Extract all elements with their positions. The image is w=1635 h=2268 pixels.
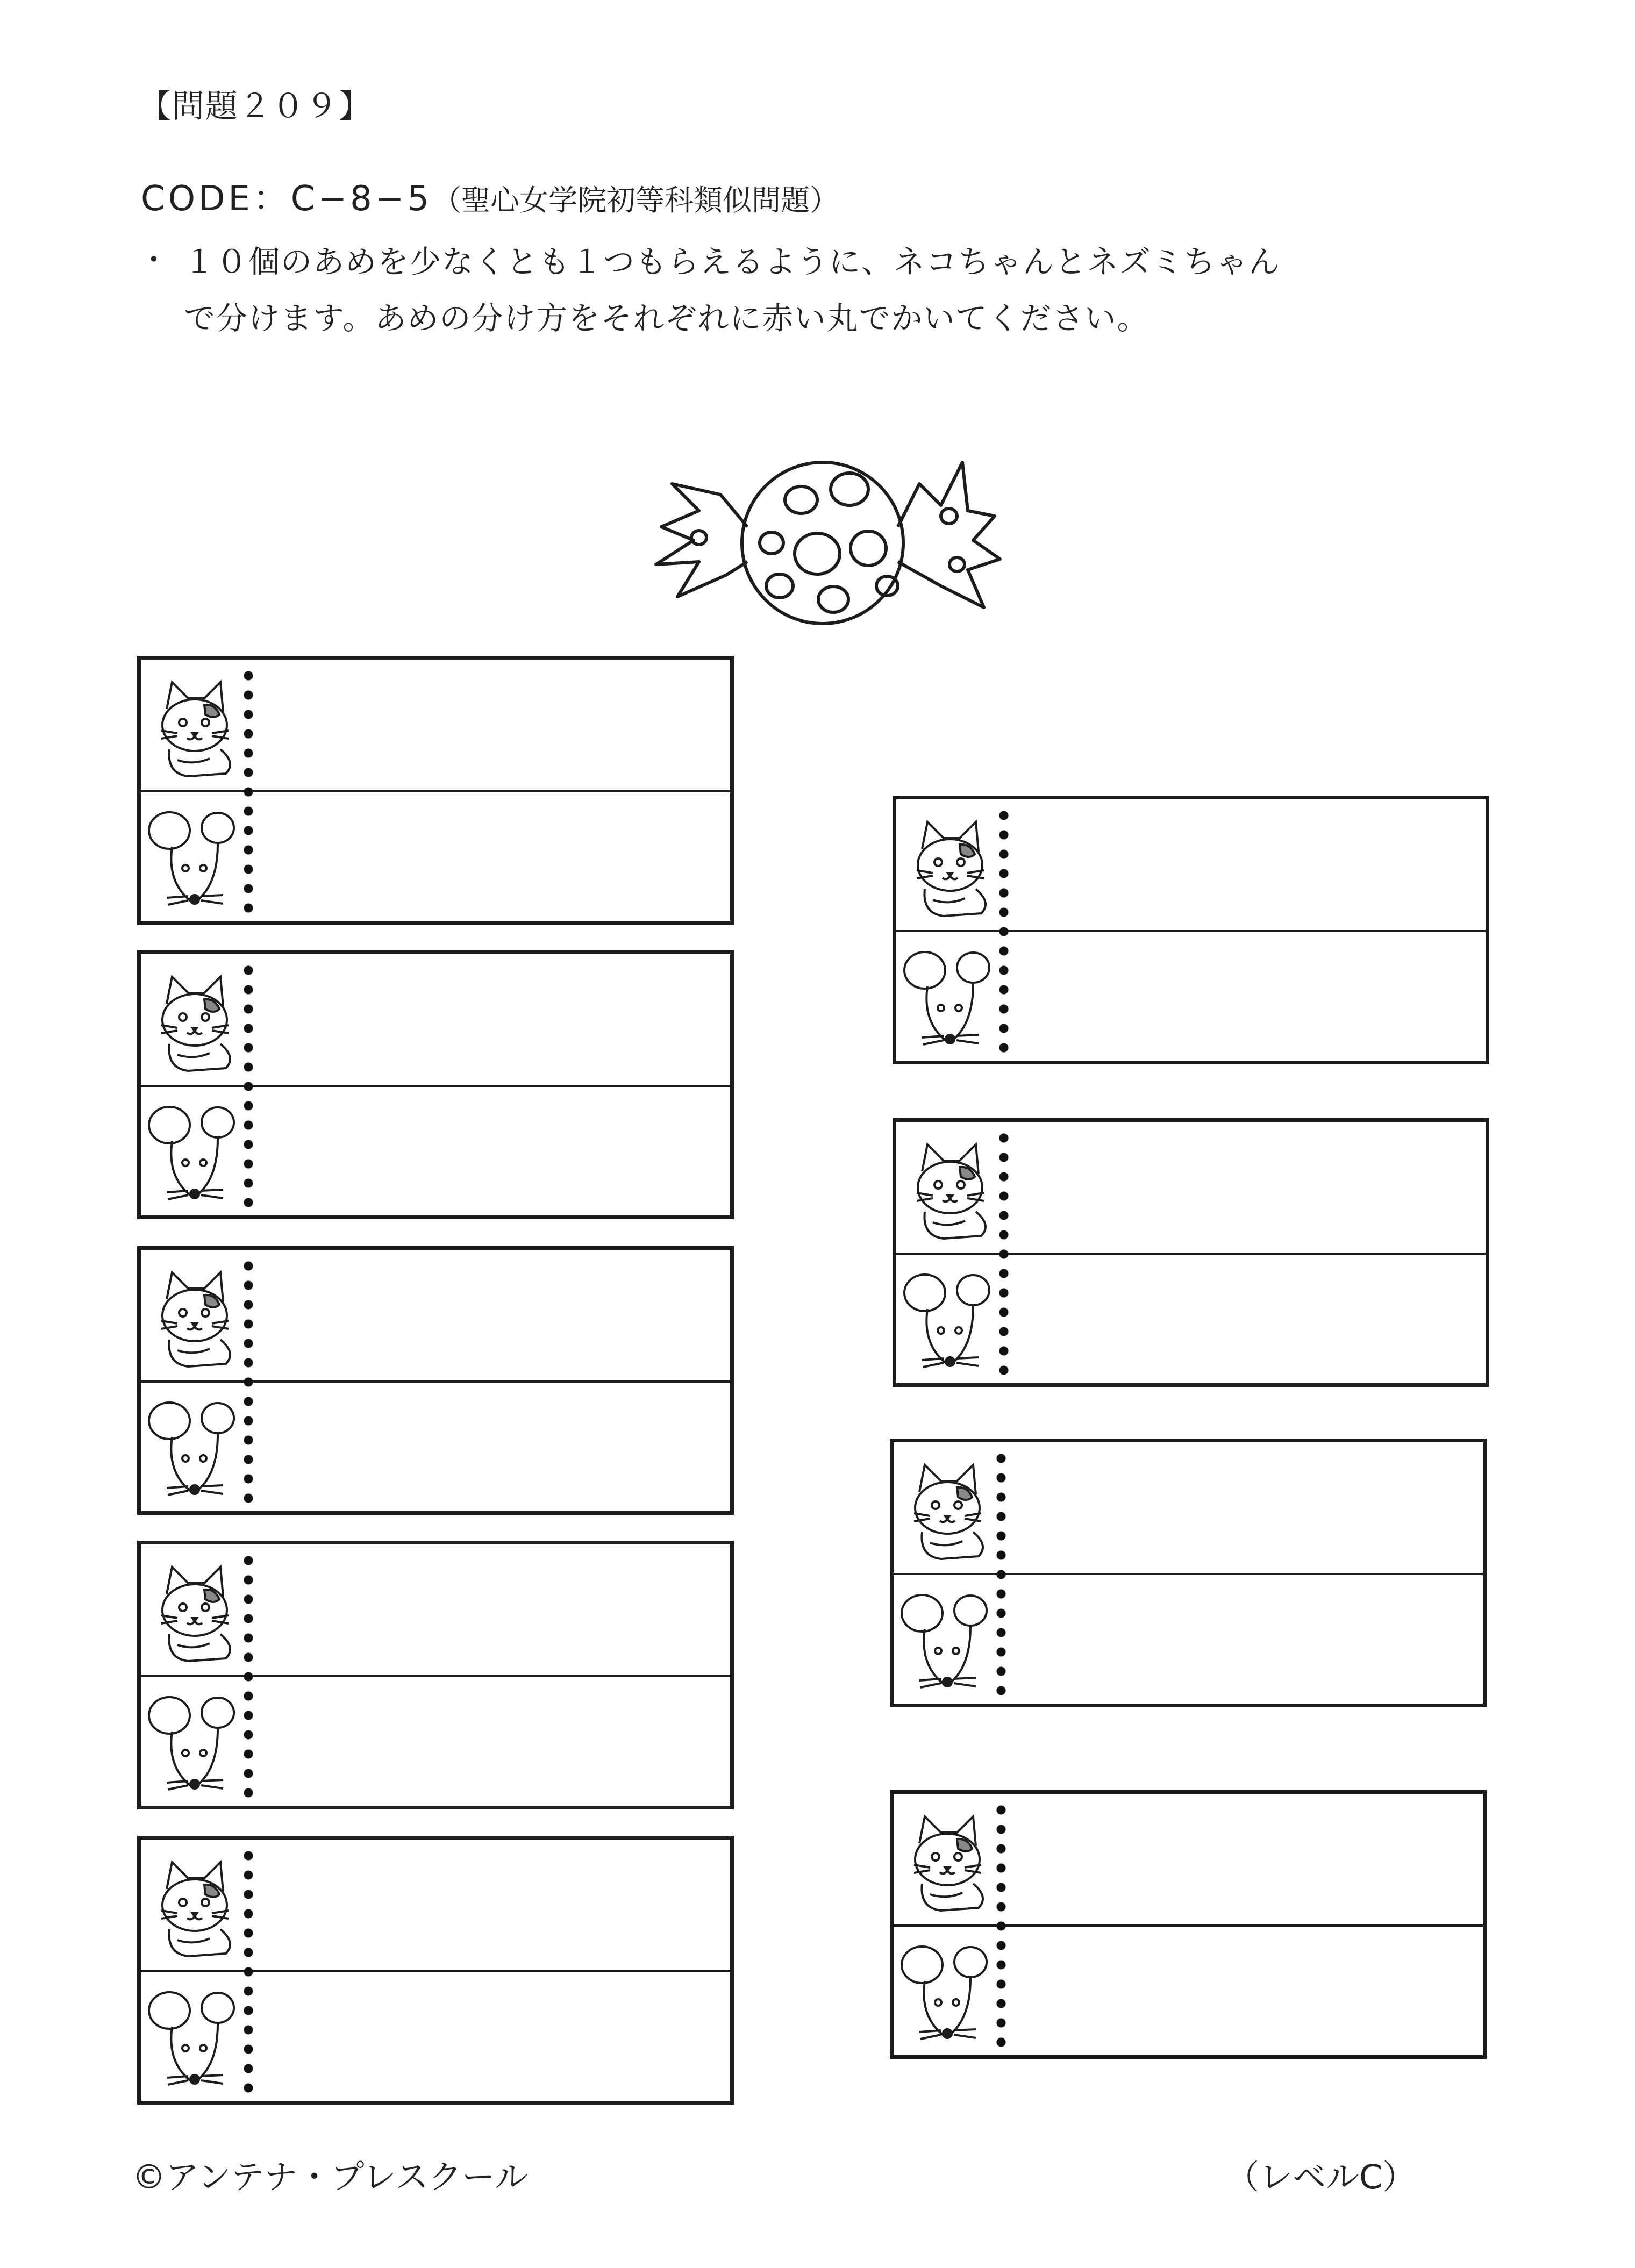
dotted-separator xyxy=(243,961,254,1213)
card-divider xyxy=(896,930,1486,932)
mouse-icon xyxy=(898,1581,995,1699)
dotted-separator xyxy=(998,806,1009,1058)
mouse-icon xyxy=(145,1389,242,1507)
cat-icon xyxy=(145,1551,242,1669)
distribution-card-5 xyxy=(137,1836,734,2105)
cat-icon xyxy=(145,1846,242,1964)
cat-candy-area[interactable] xyxy=(1018,1127,1480,1249)
cat-icon xyxy=(901,1128,997,1247)
cat-candy-area[interactable] xyxy=(262,1550,725,1671)
card-divider xyxy=(141,1380,730,1383)
mouse-candy-area[interactable] xyxy=(262,797,725,919)
card-divider xyxy=(141,1085,730,1087)
cat-candy-area[interactable] xyxy=(1015,1799,1477,1921)
cat-icon xyxy=(901,806,997,924)
dotted-separator xyxy=(243,1551,254,1804)
distribution-card-8 xyxy=(890,1439,1487,1707)
instruction-line-2: で分けます。あめの分け方をそれぞれに赤い丸でかいてください。 xyxy=(184,300,1150,337)
mouse-icon xyxy=(145,1093,242,1211)
dotted-separator xyxy=(243,1846,254,2099)
copyright: ©アンテナ・プレスクール xyxy=(132,2157,528,2197)
card-divider xyxy=(894,1573,1483,1575)
dotted-separator xyxy=(996,1449,1006,1701)
cat-icon xyxy=(898,1800,995,1919)
dotted-separator xyxy=(996,1800,1006,2053)
card-divider xyxy=(141,1675,730,1677)
instruction-bullet: ・ xyxy=(139,243,169,278)
instruction-line-1: １０個のあめを少なくとも１つもらえるように、ネコちゃんとネズミちゃん xyxy=(184,244,1281,280)
mouse-candy-area[interactable] xyxy=(1015,1580,1477,1701)
wrapped-candy-icon xyxy=(640,446,1005,640)
cat-icon xyxy=(145,666,242,784)
cat-candy-area[interactable] xyxy=(262,960,725,1081)
mouse-icon xyxy=(901,1261,997,1379)
cat-icon xyxy=(145,1256,242,1375)
cat-candy-area[interactable] xyxy=(1015,1448,1477,1569)
problem-number: 【問題２０９】 xyxy=(139,88,372,125)
level-label: （レベルC） xyxy=(1226,2157,1416,2197)
mouse-candy-area[interactable] xyxy=(262,1977,725,2099)
distribution-card-2 xyxy=(137,950,734,1219)
card-divider xyxy=(141,1970,730,1972)
mouse-candy-area[interactable] xyxy=(1018,1260,1480,1381)
distribution-card-9 xyxy=(890,1790,1487,2059)
mouse-candy-area[interactable] xyxy=(262,1682,725,1804)
card-divider xyxy=(894,1924,1483,1927)
distribution-card-3 xyxy=(137,1246,734,1515)
code-line xyxy=(141,171,839,220)
mouse-candy-area[interactable] xyxy=(262,1092,725,1213)
cat-icon xyxy=(145,961,242,1079)
code-note: （聖心女学院初等科類似問題） xyxy=(432,183,839,217)
card-divider xyxy=(141,790,730,792)
mouse-candy-area[interactable] xyxy=(1018,937,1480,1058)
cat-icon xyxy=(898,1449,995,1567)
distribution-card-7 xyxy=(893,1118,1489,1387)
cat-candy-area[interactable] xyxy=(262,1845,725,1966)
cat-candy-area[interactable] xyxy=(1018,805,1480,926)
dotted-separator xyxy=(243,1256,254,1509)
mouse-candy-area[interactable] xyxy=(262,1387,725,1509)
dotted-separator xyxy=(998,1128,1009,1381)
mouse-icon xyxy=(145,1978,242,2097)
distribution-card-4 xyxy=(137,1541,734,1809)
code-label: CODE：C−8−5 xyxy=(141,179,433,219)
mouse-icon xyxy=(898,1933,995,2051)
mouse-icon xyxy=(145,798,242,917)
mouse-candy-area[interactable] xyxy=(1015,1931,1477,2053)
dotted-separator xyxy=(243,666,254,919)
distribution-card-1 xyxy=(137,656,734,925)
card-divider xyxy=(896,1253,1486,1255)
distribution-card-6 xyxy=(893,796,1489,1064)
cat-candy-area[interactable] xyxy=(262,1255,725,1377)
mouse-icon xyxy=(145,1683,242,1801)
cat-candy-area[interactable] xyxy=(262,665,725,786)
mouse-icon xyxy=(901,938,997,1056)
